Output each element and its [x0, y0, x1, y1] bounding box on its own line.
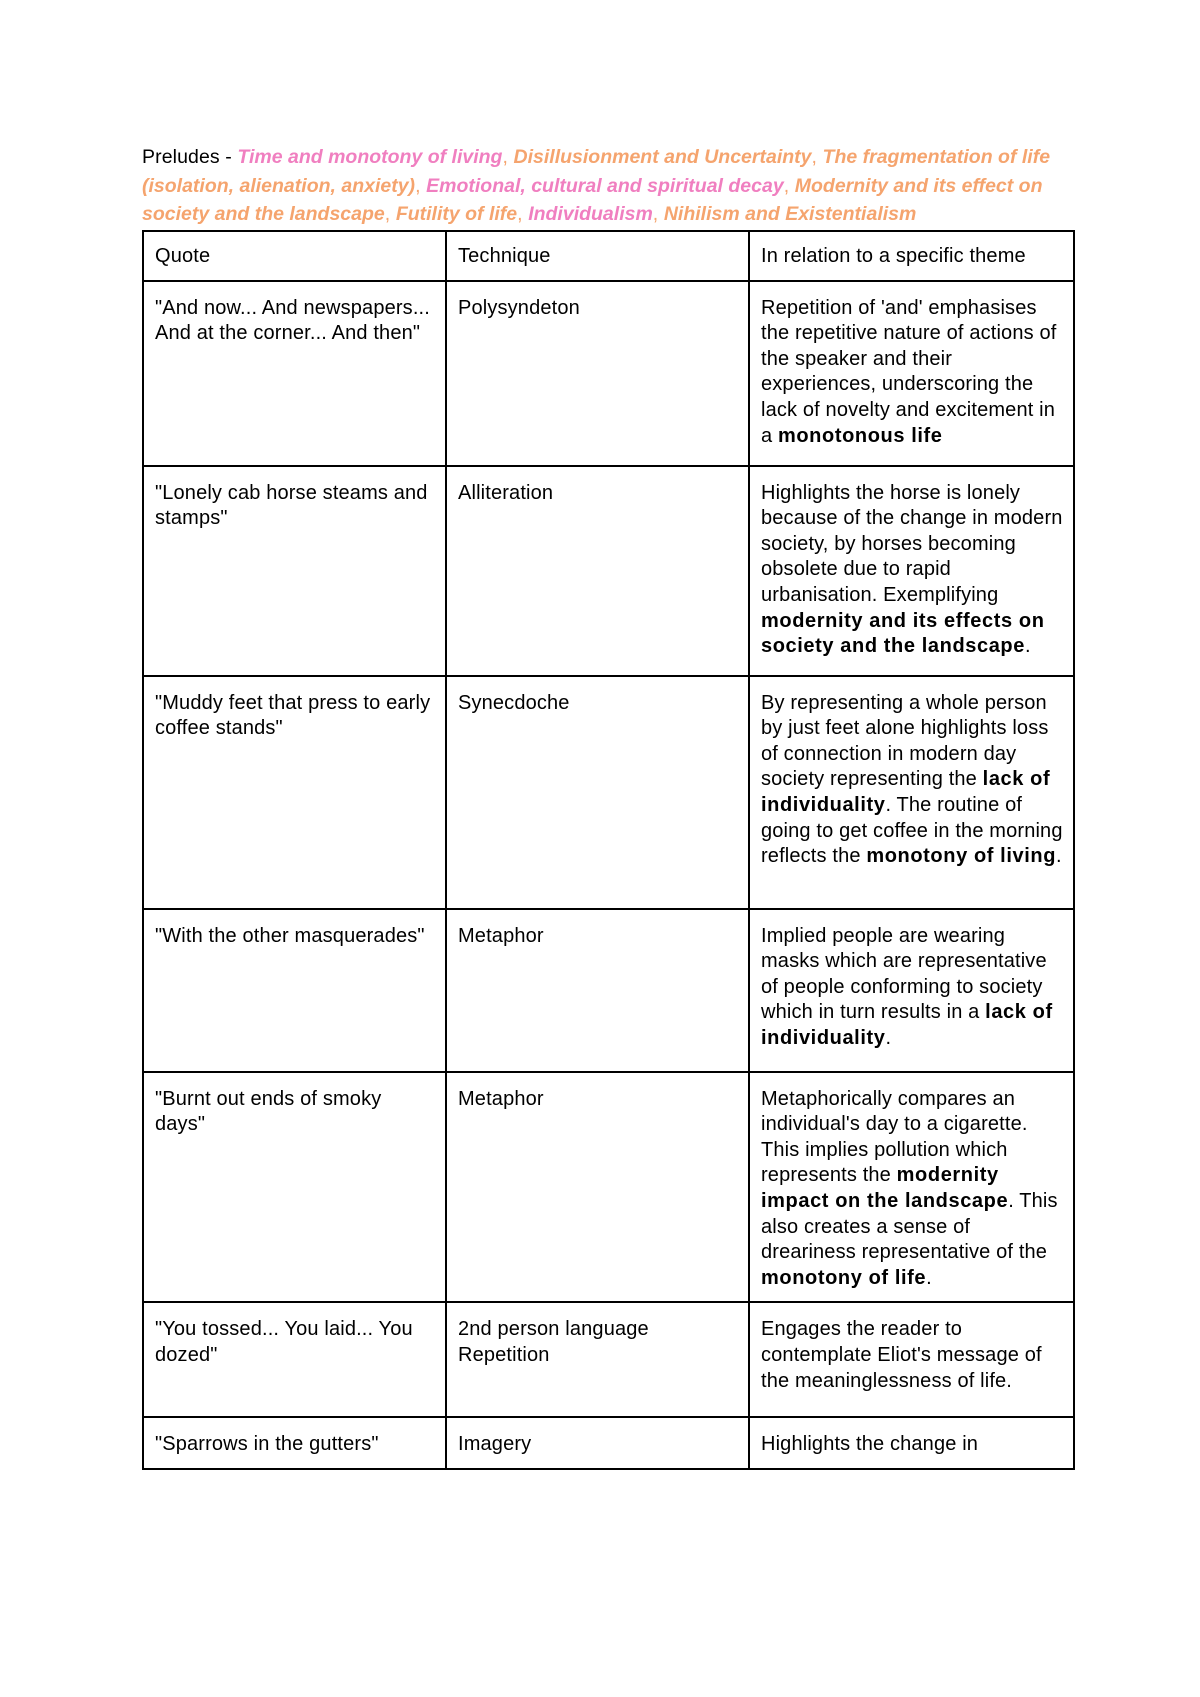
theme-text: By representing a whole person by just feet alone highlights loss of connection in modern day society representing the — [761, 691, 1049, 791]
table-row — [143, 1072, 1074, 1303]
theme-cell — [749, 466, 1074, 676]
table-row — [143, 466, 1074, 676]
header-theme: In relation to a specific theme — [749, 231, 1074, 281]
heading-separator: , — [783, 174, 795, 197]
technique-cell: Metaphor — [446, 909, 749, 1072]
theme-text: Metaphorically compares an individual's day to a cigarette. This implies pollution which represents the — [761, 1087, 1028, 1187]
theme-text: Engages the reader to contemplate Eliot's message of the meaninglessness of life. — [761, 1318, 1042, 1392]
theme-text: Highlights the horse is lonely because of the change in modern society, by horses becoming obsolete due to rapid urbanisation. Exemplifying — [761, 481, 1063, 606]
heading-theme: Futility of life — [395, 203, 518, 225]
theme-text: . The routine of going to get coffee in the morning reflects the — [761, 793, 1063, 868]
heading-theme: Time and monotony of living — [237, 146, 503, 168]
heading-separator: , — [652, 203, 664, 225]
heading-theme: Individualism — [528, 203, 653, 225]
heading-theme: Emotional, cultural and spiritual decay — [426, 174, 784, 197]
table-row — [143, 1417, 1074, 1469]
page-heading — [142, 143, 1077, 229]
table-row — [143, 909, 1074, 1072]
technique-cell: Polysyndeton — [446, 281, 749, 466]
theme-keyword: monotonous life — [777, 424, 943, 447]
heading-separator: , — [415, 174, 427, 197]
quote-cell: "With the other masquerades" — [143, 909, 446, 1072]
table-header-row — [143, 231, 1074, 281]
technique-cell: Alliteration — [446, 466, 749, 676]
theme-text: . — [926, 1266, 932, 1289]
theme-cell — [749, 909, 1074, 1072]
heading-separator: , — [384, 203, 396, 225]
theme-text: . — [885, 1026, 892, 1049]
theme-text: . — [1024, 635, 1031, 658]
heading-theme: Nihilism and Existentialism — [663, 203, 917, 225]
theme-keyword: lack of individuality — [761, 1001, 1053, 1049]
quote-cell: "Muddy feet that press to early coffee stands" — [143, 676, 446, 909]
heading-theme: Modernity and its effect on society and the landscape — [142, 174, 1043, 225]
theme-cell — [749, 1072, 1074, 1303]
heading-separator: , — [502, 146, 514, 168]
quote-cell: "And now... And newspapers... And at the corner... And then" — [143, 281, 446, 466]
technique-cell: 2nd person language Repetition — [446, 1302, 749, 1417]
theme-keyword: monotony of life — [761, 1266, 927, 1289]
theme-keyword: modernity and its effects on society and the landscape — [761, 609, 1045, 658]
heading-title: Preludes - — [142, 146, 238, 168]
table-row — [143, 281, 1074, 466]
header-technique: Technique — [446, 231, 749, 281]
table-row — [143, 676, 1074, 909]
heading-themes — [142, 146, 1050, 225]
technique-cell: Synecdoche — [446, 676, 749, 909]
theme-text: Highlights the change in — [761, 1433, 979, 1456]
quote-cell: "Burnt out ends of smoky days" — [143, 1072, 446, 1303]
theme-cell — [749, 1302, 1074, 1417]
technique-cell: Imagery — [446, 1417, 749, 1469]
heading-theme: Disillusionment and Uncertainty — [513, 146, 812, 168]
theme-keyword: monotony of living — [866, 845, 1057, 868]
theme-text: . This also creates a sense of dreariness representative of the — [761, 1189, 1058, 1264]
quote-cell: "You tossed... You laid... You dozed" — [143, 1302, 446, 1417]
technique-cell: Metaphor — [446, 1072, 749, 1303]
theme-text: Repetition of 'and' emphasises the repetitive nature of actions of the speaker and their experiences, underscoring the lack of novelty and excitement in a — [761, 296, 1057, 447]
theme-keyword: modernity impact on the landscape — [761, 1164, 1009, 1212]
header-quote: Quote — [143, 231, 446, 281]
analysis-table — [142, 230, 1075, 1470]
theme-text: . — [1056, 845, 1062, 868]
theme-cell — [749, 676, 1074, 909]
theme-cell — [749, 281, 1074, 466]
theme-text: Implied people are wearing masks which are representative of people conforming to society which in turn results in a — [761, 924, 1047, 1024]
theme-cell — [749, 1417, 1074, 1469]
quote-cell: "Sparrows in the gutters" — [143, 1417, 446, 1469]
theme-keyword: lack of individuality — [761, 768, 1051, 816]
quote-cell: "Lonely cab horse steams and stamps" — [143, 466, 446, 676]
heading-theme: The fragmentation of life (isolation, alienation, anxiety) — [142, 146, 1051, 197]
table-row — [143, 1302, 1074, 1417]
heading-separator: , — [811, 146, 823, 168]
heading-separator: , — [517, 203, 529, 225]
